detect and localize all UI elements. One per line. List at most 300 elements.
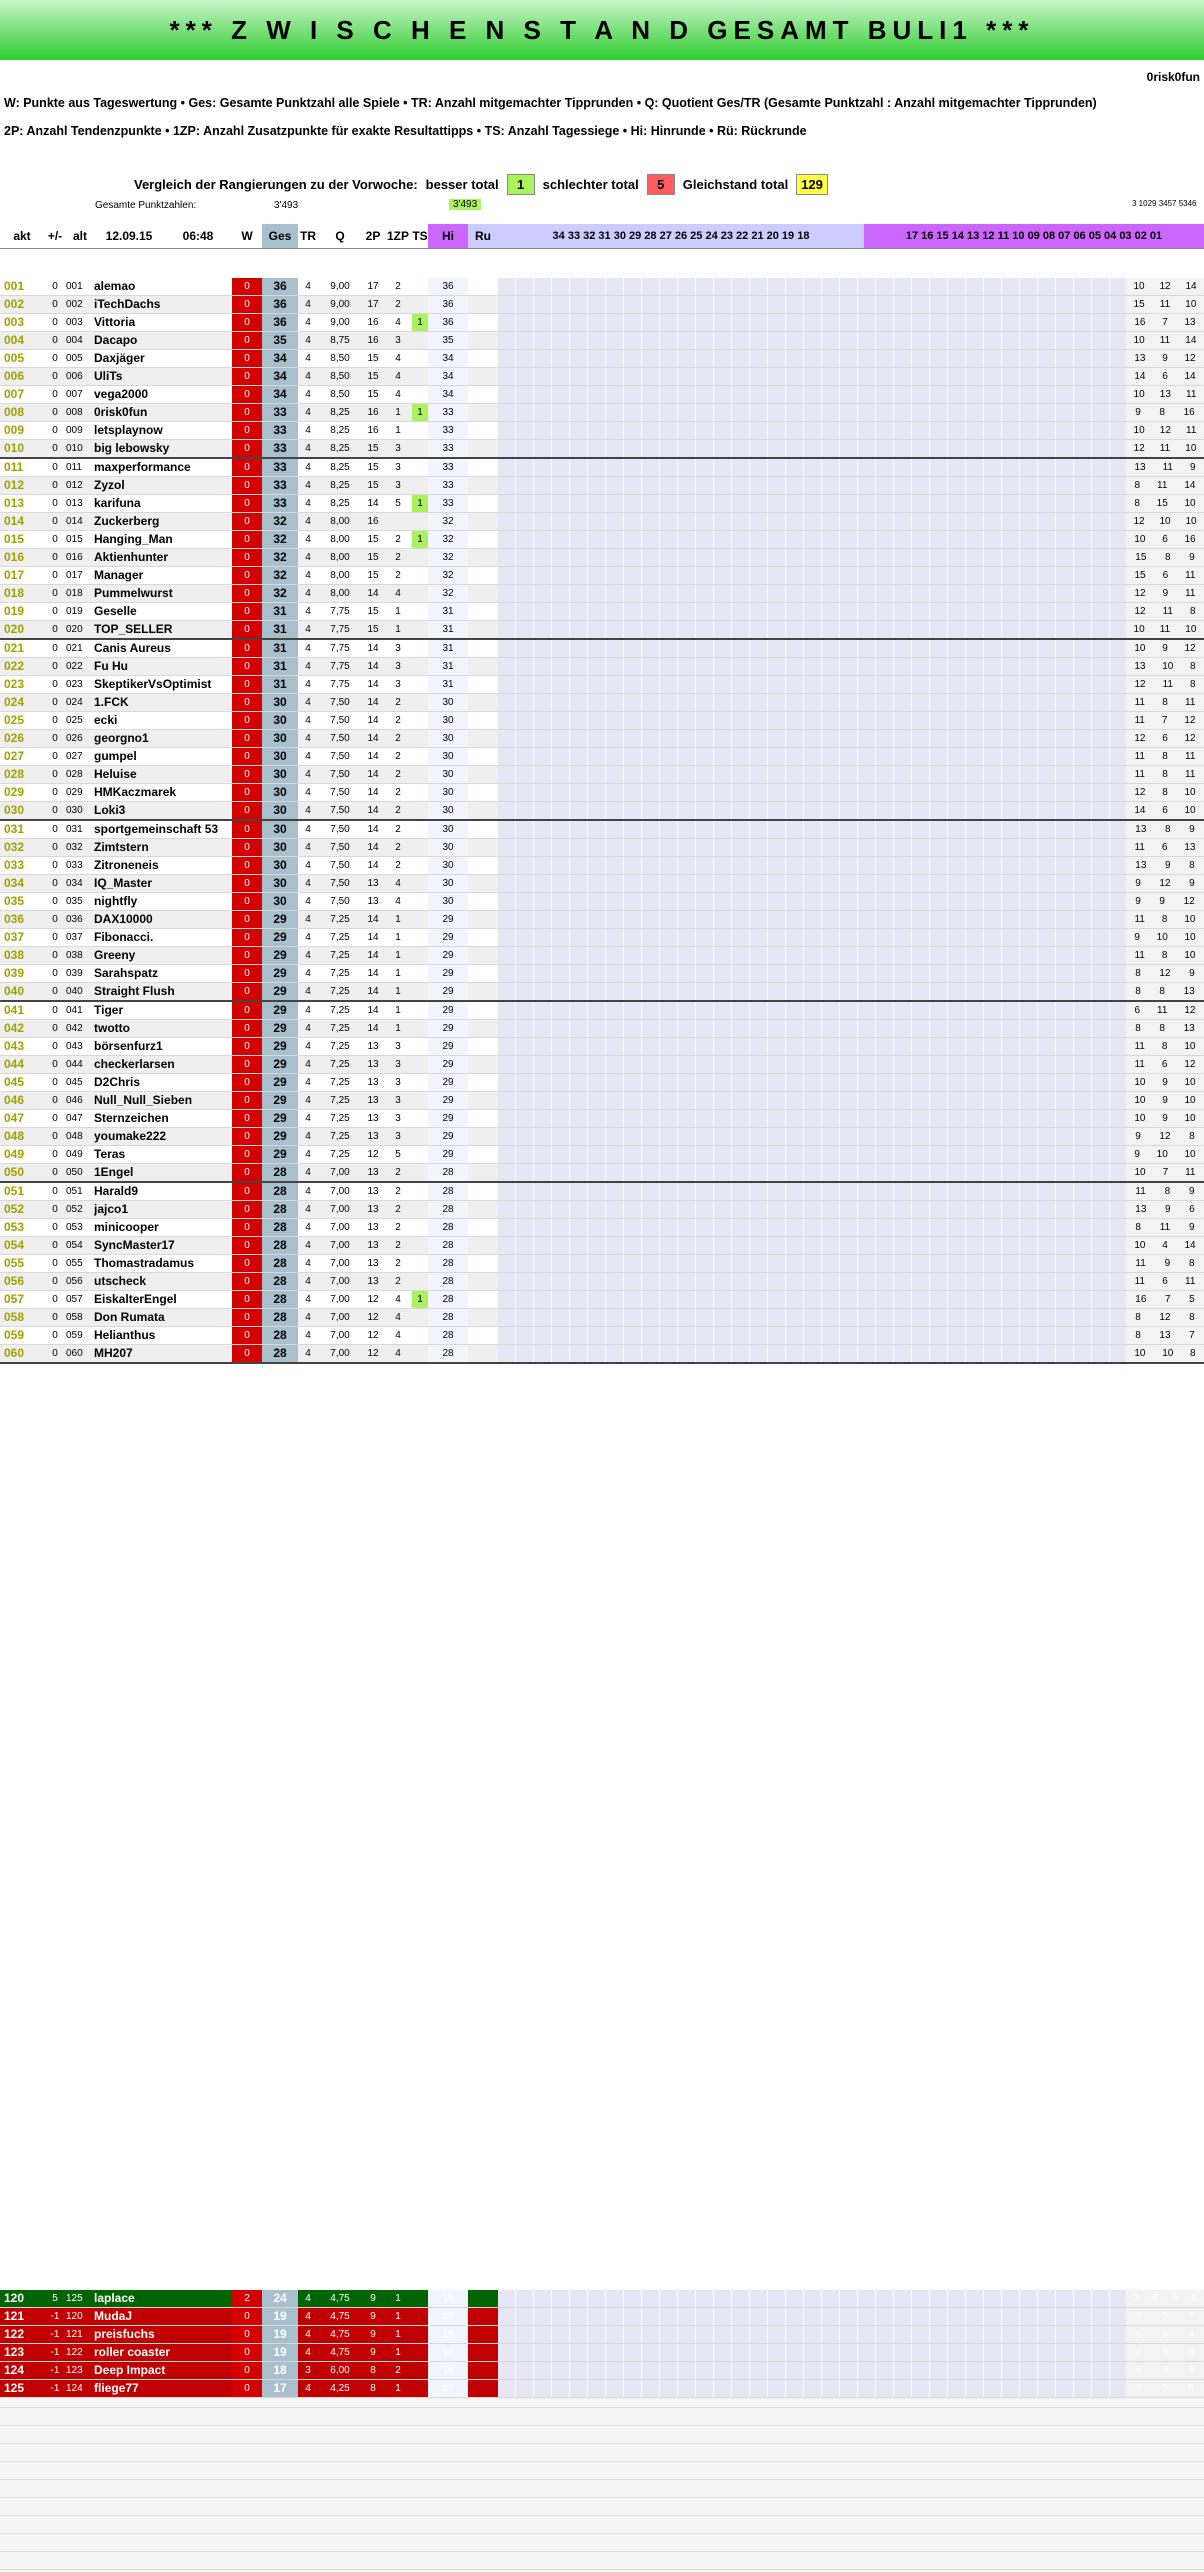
change: 0 [52,1348,58,1359]
change: 0 [52,1113,58,1124]
player-name[interactable]: Aktienhunter [94,550,169,564]
col-akt[interactable]: akt [13,229,31,243]
round-grid [498,1164,1126,1181]
player-name[interactable]: Fu Hu [94,659,128,673]
player-name[interactable]: gumpel [94,749,137,763]
day-points: 0 [232,784,262,801]
player-name[interactable]: laplace [94,2291,135,2305]
round-grid [498,2326,1126,2343]
rueckrunde-points [468,621,498,638]
quotient: 7,50 [330,787,350,798]
player-name[interactable]: Greeny [94,948,136,962]
player-name[interactable]: Vittoria [94,315,136,329]
recent-rounds [1126,1146,1204,1163]
player-name[interactable]: big lebowsky [94,441,170,455]
tendency-points: 16 [367,335,379,346]
change: 0 [52,1077,58,1088]
total-points: 34 [262,386,298,403]
recent-rounds [1126,1038,1204,1055]
change: 0 [52,878,58,889]
round-grid [498,2308,1126,2325]
quotient: 8,50 [330,371,350,382]
recent-rounds [1126,676,1204,693]
change: 0 [52,1149,58,1160]
hinrunde-points: 31 [428,676,468,693]
change: 0 [52,860,58,871]
round-value: 9 [1135,1131,1141,1142]
hinrunde-points: 28 [428,1273,468,1290]
player-name[interactable]: jajco1 [94,1202,129,1216]
table-row [0,1255,1204,1273]
rueckrunde-points [468,1255,498,1272]
round-value: 8 [1161,1041,1168,1052]
player-name[interactable]: ecki [94,713,118,727]
old-rank: 035 [66,896,83,907]
round-value: 11 [1134,1059,1145,1070]
total-points: 30 [262,875,298,892]
change: -1 [50,2347,60,2358]
player-name[interactable]: checkerlarsen [94,1057,175,1071]
tendency-points: 9 [370,2311,376,2322]
change: 0 [52,805,58,816]
round-value: 9 [1135,878,1141,889]
hinrunde-points: 33 [428,495,468,512]
day-wins [412,1146,428,1163]
player-name[interactable]: SyncMaster17 [94,1238,175,1252]
recent-rounds [1126,621,1204,638]
player-name[interactable]: maxperformance [94,460,191,474]
player-name[interactable]: Sarahspatz [94,966,159,980]
player-name[interactable]: Zuckerberg [94,514,160,528]
bonus-points: 2 [395,1222,401,1233]
player-name[interactable]: Null_Null_Sieben [94,1093,193,1107]
player-name[interactable]: letsplaynow [94,423,163,437]
round-value: 6 [1136,2383,1142,2394]
day-wins [412,1345,428,1362]
recent-rounds [1126,1327,1204,1344]
player-name[interactable]: Zitroneneis [94,858,159,872]
total-points: 30 [262,766,298,783]
old-rank: 055 [66,1258,83,1269]
table-row [0,1219,1204,1237]
player-name[interactable]: twotto [94,1021,130,1035]
quotient: 7,50 [330,878,350,889]
player-name[interactable]: Dacapo [94,333,138,347]
tendency-points: 12 [367,1312,379,1323]
total-points: 29 [262,983,298,1000]
tendency-points: 16 [367,317,379,328]
rueckrunde-points [468,2308,498,2325]
day-points: 0 [232,1020,262,1037]
player-name[interactable]: Sternzeichen [94,1111,169,1125]
round-value: 8 [1135,986,1141,997]
rueckrunde-points [468,2362,498,2379]
table-row [0,332,1204,350]
col-hi[interactable]: Hi [428,224,468,248]
round-value: 12 [1133,516,1145,527]
day-points: 0 [232,1309,262,1326]
round-grid [498,350,1126,367]
change: 0 [52,498,58,509]
recent-rounds [1126,459,1204,476]
player-name[interactable]: Canis Aureus [94,641,171,655]
rank: 120 [4,2291,25,2305]
hinrunde-points: 30 [428,857,468,874]
rueckrunde-points [468,1038,498,1055]
day-wins [412,1128,428,1145]
round-value: 12 [1133,443,1145,454]
rueckrunde-points [468,1273,498,1290]
table-row [0,929,1204,947]
day-points: 0 [232,730,262,747]
day-wins [412,875,428,892]
day-wins: 1 [412,314,428,331]
player-name[interactable]: minicooper [94,1220,159,1234]
player-name[interactable]: karifuna [94,496,141,510]
bonus-points: 2 [395,1258,401,1269]
recent-rounds [1126,1291,1204,1308]
rueckrunde-points [468,965,498,982]
hinrunde-points: 28 [428,1345,468,1362]
rounds: 4 [305,914,311,925]
hinrunde-points: 28 [428,1237,468,1254]
change: 0 [52,389,58,400]
player-name[interactable]: D2Chris [94,1075,141,1089]
quotient: 7,75 [330,643,350,654]
old-rank: 120 [66,2311,83,2322]
rank: 051 [4,1184,25,1198]
round-grid [498,784,1126,801]
bonus-points: 3 [395,1113,401,1124]
player-name[interactable]: börsenfurz1 [94,1039,163,1053]
player-name[interactable]: vega2000 [94,387,149,401]
round-value: 8 [1161,914,1168,925]
col-tr[interactable]: TR [300,229,316,243]
day-wins [412,784,428,801]
player-name[interactable]: Teras [94,1147,126,1161]
recent-rounds [1126,422,1204,439]
player-name[interactable]: DAX10000 [94,912,153,926]
quotient: 7,50 [330,751,350,762]
player-name[interactable]: utscheck [94,1274,147,1288]
round-value: 10 [1133,624,1145,635]
old-rank: 050 [66,1167,83,1178]
table-row [0,1345,1204,1364]
table-row [0,567,1204,585]
table-row [0,1237,1204,1255]
day-points: 0 [232,1146,262,1163]
player-name[interactable]: 1.FCK [94,695,129,709]
day-points: 0 [232,404,262,421]
col-w[interactable]: W [241,229,253,243]
recent-rounds [1126,386,1204,403]
change: 0 [52,624,58,635]
player-name[interactable]: Heluise [94,767,137,781]
player-name[interactable]: Zimtstern [94,840,149,854]
day-wins [412,603,428,620]
old-rank: 049 [66,1149,83,1160]
total-points: 28 [262,1201,298,1218]
player-name[interactable]: nightfly [94,894,138,908]
total-points: 33 [262,404,298,421]
round-value: 9 [1189,968,1195,979]
col-ges[interactable]: Ges [262,224,298,248]
tendency-points: 12 [367,1330,379,1341]
player-name[interactable]: Tiger [94,1003,124,1017]
player-name[interactable]: 0risk0fun [94,405,148,419]
day-points: 0 [232,676,262,693]
bonus-points: 2 [395,570,401,581]
col-ru[interactable]: Ru [468,224,498,248]
player-name[interactable]: Daxjäger [94,351,145,365]
player-name[interactable]: Fibonacci. [94,930,154,944]
round-value: 8 [1189,1312,1195,1323]
rank: 020 [4,622,25,636]
round-value: 8 [1135,968,1141,979]
col-1zp[interactable]: 1ZP [386,229,409,243]
player-name[interactable]: Hanging_Man [94,532,173,546]
rounds: 4 [305,353,311,364]
round-value: 9 [1162,643,1168,654]
total-points: 31 [262,621,298,638]
change: 0 [52,896,58,907]
bonus-points: 3 [395,443,401,454]
recent-rounds [1126,314,1204,331]
round-value: 11 [1185,1167,1196,1178]
quotient: 7,25 [330,1077,350,1088]
table-row [0,965,1204,983]
round-grid [498,730,1126,747]
round-grid [498,585,1126,602]
player-name[interactable]: preisfuchs [94,2327,155,2341]
tendency-points: 9 [370,2347,376,2358]
table-row [0,2308,1204,2326]
player-name[interactable]: Helianthus [94,1328,156,1342]
player-name[interactable]: Don Rumata [94,1310,165,1324]
day-points: 0 [232,1327,262,1344]
quotient: 8,00 [330,516,350,527]
total-points: 28 [262,1327,298,1344]
total-points: 36 [262,278,298,295]
round-value: 11 [1134,842,1145,853]
table-row [0,2362,1204,2380]
round-value: 13 [1159,389,1171,400]
same-count: 129 [796,174,828,195]
player-name[interactable]: HMKaczmarek [94,785,177,799]
change: 0 [52,552,58,563]
player-name[interactable]: youmake222 [94,1129,167,1143]
table-row [0,1183,1204,1201]
bonus-points: 2 [395,1240,401,1251]
change: 0 [52,968,58,979]
col-alt[interactable]: alt [72,229,87,243]
table-row [0,821,1204,839]
round-value: 12 [1134,606,1146,617]
round-value: 10 [1134,1113,1146,1124]
recent-rounds [1126,1201,1204,1218]
day-wins [412,477,428,494]
player-name[interactable]: 1Engel [94,1165,134,1179]
round-value: 11 [1186,389,1197,400]
recent-rounds [1126,2362,1204,2379]
old-rank: 026 [66,733,83,744]
player-name[interactable]: roller coaster [94,2345,171,2359]
col-q[interactable]: Q [335,229,345,243]
quotient: 7,75 [330,606,350,617]
player-name[interactable]: Pummelwurst [94,586,173,600]
player-name[interactable]: SkeptikerVsOptimist [94,677,212,691]
player-name[interactable]: Geselle [94,604,137,618]
round-value: 14 [1134,805,1146,816]
round-value: 11 [1134,1041,1145,1052]
comparison-label: Vergleich der Rangierungen zu der Vorwoche: [134,177,418,192]
hinrunde-points: 28 [428,1219,468,1236]
old-rank: 039 [66,968,83,979]
hinrunde-points: 34 [428,386,468,403]
round-value: 10 [1184,950,1196,961]
day-wins [412,676,428,693]
day-wins [412,440,428,457]
tendency-points: 15 [367,353,379,364]
round-value: 6 [1162,805,1168,816]
player-name[interactable]: sportgemeinschaft 53 [94,822,219,836]
rounds: 4 [305,371,311,382]
hinrunde-points: 29 [428,1146,468,1163]
day-points: 0 [232,802,262,819]
recent-rounds [1126,658,1204,675]
old-rank: 021 [66,643,83,654]
rank: 007 [4,387,25,401]
rank: 056 [4,1274,25,1288]
day-wins: 1 [412,404,428,421]
rounds: 4 [305,1294,311,1305]
tendency-points: 14 [367,1005,379,1016]
change: 0 [52,335,58,346]
round-value: 12 [1184,353,1196,364]
rounds: 4 [305,805,311,816]
round-grid [498,766,1126,783]
player-name[interactable]: MudaJ [94,2309,133,2323]
round-value: 9 [1164,860,1171,871]
bonus-points: 2 [395,534,401,545]
rounds: 4 [305,588,311,599]
tendency-points: 17 [367,299,379,310]
quotient: 7,75 [330,624,350,635]
hinrunde-points: 33 [428,459,468,476]
bonus-points: 4 [395,1330,401,1341]
round-value: 8 [1189,860,1195,871]
quotient: 7,00 [330,1167,350,1178]
day-points: 0 [232,839,262,856]
col-hinrunde: 34 33 32 31 30 29 28 27 26 25 24 23 22 21 20 19 18 [498,224,864,248]
tendency-points: 14 [367,679,379,690]
rounds: 4 [305,443,311,454]
change: 0 [52,299,58,310]
quotient: 7,25 [330,1113,350,1124]
rounds: 4 [305,2329,311,2340]
player-name[interactable]: IQ_Master [94,876,153,890]
round-value: 6 [1161,842,1168,853]
rank: 058 [4,1310,25,1324]
round-value: 10 [1134,1240,1146,1251]
round-value: 14 [1184,1240,1196,1251]
round-value: 13 [1134,353,1146,364]
day-points: 0 [232,1273,262,1290]
player-name[interactable]: iTechDachs [94,297,161,311]
player-name[interactable]: Loki3 [94,803,126,817]
quotient: 7,25 [330,1023,350,1034]
change: -1 [50,2311,60,2322]
old-rank: 051 [66,1186,83,1197]
player-name[interactable]: fliege77 [94,2381,139,2395]
rueckrunde-points [468,332,498,349]
hinrunde-points: 28 [428,1255,468,1272]
quotient: 4,25 [330,2383,350,2394]
rank: 025 [4,713,25,727]
round-value: 6 [1134,1005,1141,1016]
round-value: 10 [1184,1149,1196,1160]
hinrunde-points: 19 [428,2326,468,2343]
round-value: 11 [1186,425,1197,436]
player-name[interactable]: TOP_SELLER [94,622,173,636]
table-row [0,278,1204,296]
player-name[interactable]: MH207 [94,1346,133,1360]
player-name[interactable]: alemao [94,279,136,293]
hinrunde-points: 30 [428,694,468,711]
col-2p[interactable]: 2P [365,229,381,243]
rueckrunde-points [468,821,498,838]
old-rank: 002 [66,299,83,310]
player-name[interactable]: georgno1 [94,731,149,745]
player-name[interactable]: Zyzol [94,478,125,492]
round-value: 10 [1156,1149,1168,1160]
quotient: 7,25 [330,1149,350,1160]
round-grid [498,857,1126,874]
table-row [0,1273,1204,1291]
quotient: 7,50 [330,824,350,835]
recent-rounds [1126,730,1204,747]
rounds: 4 [305,751,311,762]
player-name[interactable]: Thomastradamus [94,1256,195,1270]
hinrunde-points: 19 [428,2290,468,2307]
rounds: 4 [305,335,311,346]
round-grid [498,1255,1126,1272]
player-name[interactable]: EiskalterEngel [94,1292,177,1306]
player-name[interactable]: UliTs [94,369,123,383]
hinrunde-points: 30 [428,730,468,747]
round-grid [498,477,1126,494]
hinrunde-points: 30 [428,821,468,838]
round-value: 16 [1183,407,1195,418]
col-pm[interactable]: +/- [47,229,63,243]
rueckrunde-points [468,1164,498,1181]
tendency-points: 17 [367,281,379,292]
round-value: 8 [1189,679,1196,690]
player-name[interactable]: Deep Impact [94,2363,166,2377]
player-name[interactable]: Harald9 [94,1184,139,1198]
player-name[interactable]: Manager [94,568,144,582]
rank: 035 [4,894,25,908]
rueckrunde-points [468,658,498,675]
recent-rounds [1126,332,1204,349]
col-ts[interactable]: TS [412,229,428,243]
player-name[interactable]: Straight Flush [94,984,175,998]
old-rank: 016 [66,552,83,563]
tendency-points: 14 [367,860,379,871]
day-wins [412,549,428,566]
hinrunde-points: 28 [428,1291,468,1308]
round-value: 14 [1184,371,1196,382]
